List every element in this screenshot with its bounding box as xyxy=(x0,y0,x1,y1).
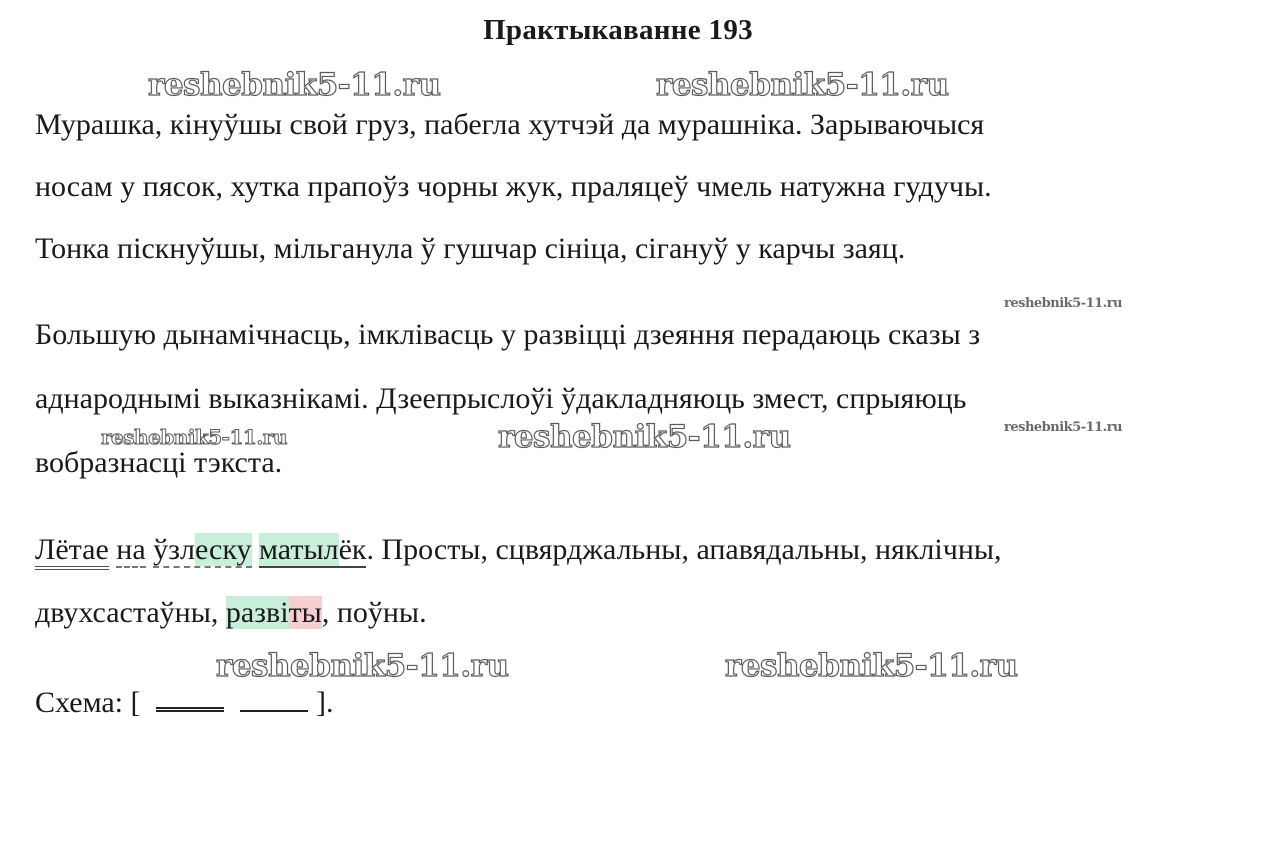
text-line: вобразнасці тэкста. xyxy=(35,446,283,479)
sentence-scheme xyxy=(35,686,334,720)
text-line: носам у пясок, хутка прапоўз чорны жук, праляцеў чмель натужна гудучы. xyxy=(35,170,992,203)
page-title: Практыкаванне 193 xyxy=(483,14,753,46)
highlight-red: ты xyxy=(288,596,322,629)
text-line: Тонка піскнуўшы, мільганула ў гушчар сініца, сігануў у карчы заяц. xyxy=(35,232,906,265)
watermark-logo: reshebnik5-11.ru xyxy=(1004,296,1123,311)
watermark-logo: reshebnik5-11.ru xyxy=(498,419,791,455)
subject-noun: матылёк xyxy=(259,533,367,566)
text-line: Мурашка, кінуўшы свой груз, пабегла хутчэй да мурашніка. Зарываючыся xyxy=(35,108,985,141)
watermark-logo: reshebnik5-11.ru xyxy=(216,648,509,684)
circumstance-word: ўзлеску xyxy=(153,533,252,566)
text-line: Большую дынамічнасць, імклівасць у развіцці дзеяння перадаюць сказы з xyxy=(35,318,981,351)
scheme-subject-line xyxy=(156,689,224,712)
text-line: аднароднымі выказнікамі. Дзеепрыслоўі ўдакладняюць змест, спрыяюць xyxy=(35,382,967,415)
subject-word: Лётае xyxy=(35,533,109,570)
analyzed-sentence xyxy=(35,533,1002,567)
scheme-end: ]. xyxy=(316,686,334,719)
watermark-logo: reshebnik5-11.ru xyxy=(725,648,1018,684)
sentence-characteristics: . Просты, сцвярджальны, апавядальны, няклічны, xyxy=(366,533,1002,566)
watermark-logo: reshebnik5-11.ru xyxy=(656,67,949,103)
watermark-logo: reshebnik5-11.ru xyxy=(1004,420,1123,435)
scheme-label: Схема: [ xyxy=(35,686,141,719)
watermark-logo: reshebnik5-11.ru xyxy=(101,425,287,449)
watermark-logo: reshebnik5-11.ru xyxy=(148,67,441,103)
scheme-predicate-line xyxy=(240,692,308,712)
highlight-green: разві xyxy=(225,596,289,629)
text-line: двухсастаўны, развіты, поўны. xyxy=(35,596,427,629)
preposition-word: на xyxy=(116,533,146,566)
